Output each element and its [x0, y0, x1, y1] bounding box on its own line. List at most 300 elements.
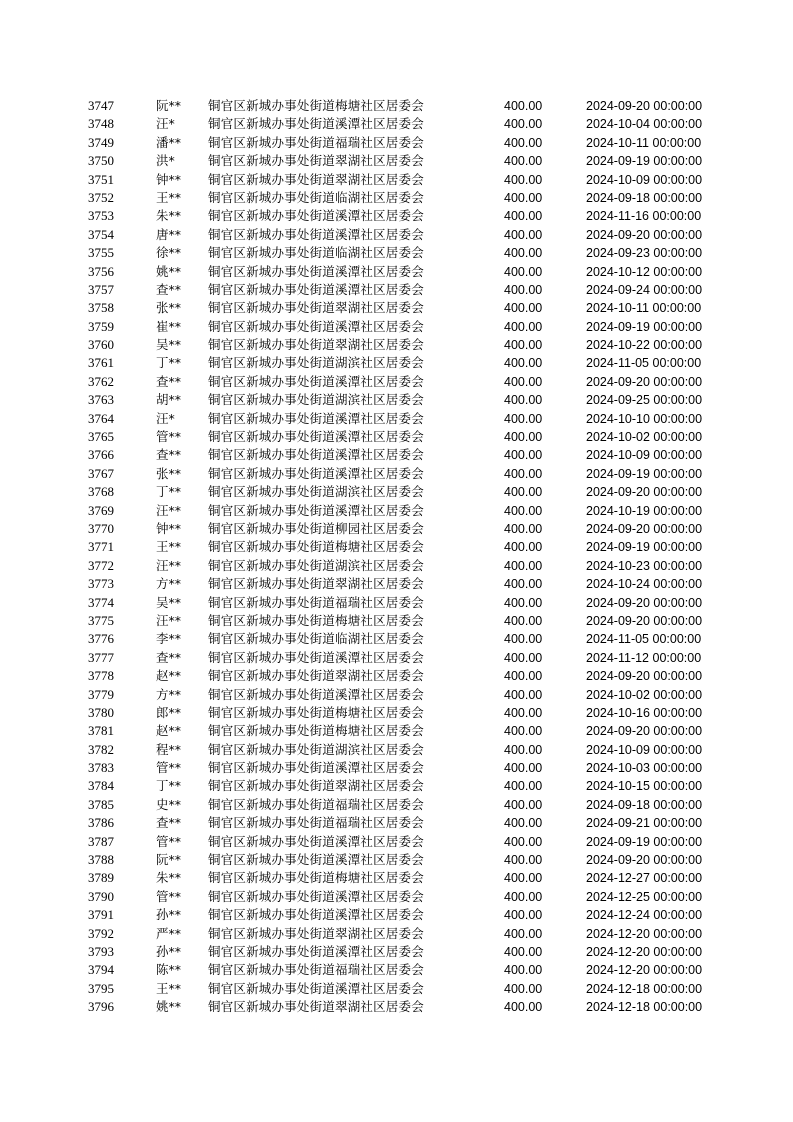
community-committee: 铜官区新城办事处街道溪潭社区居委会 [208, 943, 424, 959]
table-row [0, 152, 793, 170]
row-number: 3790 [88, 888, 114, 904]
community-committee: 铜官区新城办事处街道溪潭社区居委会 [208, 760, 424, 776]
community-committee: 铜官区新城办事处街道溪潭社区居委会 [208, 429, 424, 445]
table-row [0, 244, 793, 262]
issue-date: 2024-09-19 00:00:00 [586, 319, 703, 334]
issue-date: 2024-12-25 00:00:00 [586, 889, 703, 904]
recipient-name: 王** [156, 189, 182, 205]
recipient-name: 丁** [156, 484, 182, 500]
table-row [0, 373, 793, 391]
table-row [0, 538, 793, 556]
recipient-name: 朱** [156, 208, 182, 224]
recipient-name: 汪* [156, 116, 175, 132]
issue-date: 2024-10-11 00:00:00 [586, 301, 702, 316]
issue-date: 2024-10-09 00:00:00 [586, 448, 703, 463]
table-row [0, 557, 793, 575]
recipient-name: 陈** [156, 962, 182, 978]
amount: 400.00 [504, 209, 543, 224]
amount: 400.00 [504, 338, 543, 353]
row-number: 3756 [88, 263, 114, 279]
row-number: 3747 [88, 98, 114, 113]
recipient-name: 赵** [156, 668, 182, 684]
row-number: 3782 [88, 741, 114, 757]
amount: 400.00 [504, 99, 543, 113]
row-number: 3778 [88, 668, 114, 684]
community-committee: 铜官区新城办事处街道溪潭社区居委会 [208, 263, 424, 279]
table-row [0, 906, 793, 924]
row-number: 3757 [88, 281, 114, 297]
community-committee: 铜官区新城办事处街道溪潭社区居委会 [208, 686, 424, 702]
row-number: 3754 [88, 226, 114, 242]
amount: 400.00 [504, 430, 543, 445]
amount: 400.00 [504, 540, 543, 555]
amount: 400.00 [504, 1000, 543, 1015]
issue-date: 2024-12-20 00:00:00 [586, 944, 703, 959]
table-row [0, 483, 793, 501]
issue-date: 2024-09-20 00:00:00 [586, 595, 703, 610]
row-number: 3765 [88, 429, 114, 445]
table-row [0, 263, 793, 281]
amount: 400.00 [504, 301, 543, 316]
table-row [0, 961, 793, 979]
amount: 400.00 [504, 705, 543, 720]
amount: 400.00 [504, 246, 543, 261]
amount: 400.00 [504, 466, 543, 481]
community-committee: 铜官区新城办事处街道溪潭社区居委会 [208, 649, 424, 665]
recipient-name: 钟** [156, 520, 182, 536]
table-row [0, 299, 793, 317]
row-number: 3763 [88, 392, 114, 408]
row-number: 3774 [88, 594, 114, 610]
issue-date: 2024-10-09 00:00:00 [586, 172, 703, 187]
row-number: 3759 [88, 318, 114, 334]
amount: 400.00 [504, 135, 543, 150]
issue-date: 2024-12-27 00:00:00 [586, 871, 703, 886]
row-number: 3770 [88, 520, 114, 536]
issue-date: 2024-09-20 00:00:00 [586, 669, 703, 684]
recipient-name: 查** [156, 815, 182, 831]
issue-date: 2024-09-18 00:00:00 [586, 797, 703, 812]
amount: 400.00 [504, 264, 543, 279]
community-committee: 铜官区新城办事处街道福瑞社区居委会 [208, 815, 424, 831]
amount: 400.00 [504, 871, 543, 886]
recipient-name: 阮** [156, 852, 182, 868]
issue-date: 2024-09-25 00:00:00 [586, 393, 703, 408]
community-committee: 铜官区新城办事处街道湖滨社区居委会 [208, 392, 424, 408]
row-number: 3755 [88, 245, 114, 261]
community-committee: 铜官区新城办事处街道溪潭社区居委会 [208, 318, 424, 334]
row-number: 3768 [88, 484, 114, 500]
community-committee: 铜官区新城办事处街道溪潭社区居委会 [208, 852, 424, 868]
community-committee: 铜官区新城办事处街道溪潭社区居委会 [208, 447, 424, 463]
recipient-name: 查** [156, 373, 182, 389]
issue-date: 2024-09-20 00:00:00 [586, 227, 703, 242]
community-committee: 铜官区新城办事处街道溪潭社区居委会 [208, 833, 424, 849]
amount: 400.00 [504, 761, 543, 776]
amount: 400.00 [504, 632, 543, 647]
issue-date: 2024-12-20 00:00:00 [586, 963, 703, 978]
community-committee: 铜官区新城办事处街道湖滨社区居委会 [208, 557, 424, 573]
issue-date: 2024-09-20 00:00:00 [586, 374, 703, 389]
recipient-name: 胡** [156, 392, 182, 408]
recipient-name: 姚** [156, 999, 182, 1015]
table-row [0, 336, 793, 354]
issue-date: 2024-09-19 00:00:00 [586, 466, 703, 481]
amount: 400.00 [504, 154, 543, 169]
table-row [0, 667, 793, 685]
amount: 400.00 [504, 393, 543, 408]
table-row [0, 759, 793, 777]
community-committee: 铜官区新城办事处街道翠湖社区居委会 [208, 337, 424, 353]
amount: 400.00 [504, 779, 543, 794]
community-committee: 铜官区新城办事处街道翠湖社区居委会 [208, 153, 424, 169]
table-row [0, 741, 793, 759]
amount: 400.00 [504, 595, 543, 610]
amount: 400.00 [504, 577, 543, 592]
recipient-name: 唐** [156, 226, 182, 242]
amount: 400.00 [504, 282, 543, 297]
row-number: 3788 [88, 852, 114, 868]
amount: 400.00 [504, 816, 543, 831]
community-committee: 铜官区新城办事处街道翠湖社区居委会 [208, 171, 424, 187]
table-row [0, 189, 793, 207]
table-row [0, 520, 793, 538]
row-number: 3761 [88, 355, 114, 371]
recipient-name: 管** [156, 760, 182, 776]
community-committee: 铜官区新城办事处街道梅塘社区居委会 [208, 723, 424, 739]
table-row [0, 115, 793, 133]
issue-date: 2024-11-05 00:00:00 [586, 356, 702, 371]
row-number: 3766 [88, 447, 114, 463]
table-row [0, 925, 793, 943]
table-row [0, 869, 793, 887]
amount: 400.00 [504, 889, 543, 904]
table-row [0, 318, 793, 336]
amount: 400.00 [504, 613, 543, 628]
amount: 400.00 [504, 356, 543, 371]
amount: 400.00 [504, 650, 543, 665]
row-number: 3795 [88, 980, 114, 996]
row-number: 3773 [88, 576, 114, 592]
recipient-name: 赵** [156, 723, 182, 739]
issue-date: 2024-10-04 00:00:00 [586, 117, 703, 132]
community-committee: 铜官区新城办事处街道溪潭社区居委会 [208, 465, 424, 481]
community-committee: 铜官区新城办事处街道福瑞社区居委会 [208, 796, 424, 812]
community-committee: 铜官区新城办事处街道溪潭社区居委会 [208, 410, 424, 426]
community-committee: 铜官区新城办事处街道翠湖社区居委会 [208, 300, 424, 316]
row-number: 3758 [88, 300, 114, 316]
issue-date: 2024-10-02 00:00:00 [586, 430, 703, 445]
row-number: 3752 [88, 189, 114, 205]
table-row [0, 630, 793, 648]
amount: 400.00 [504, 724, 543, 739]
row-number: 3793 [88, 943, 114, 959]
recipient-name: 王** [156, 980, 182, 996]
recipient-name: 潘** [156, 134, 182, 150]
community-committee: 铜官区新城办事处街道临湖社区居委会 [208, 189, 424, 205]
recipient-name: 汪** [156, 502, 182, 518]
recipient-name: 徐** [156, 245, 182, 261]
community-committee: 铜官区新城办事处街道梅塘社区居委会 [208, 612, 424, 628]
recipient-name: 阮** [156, 98, 182, 113]
community-committee: 铜官区新城办事处街道溪潭社区居委会 [208, 907, 424, 923]
row-number: 3775 [88, 612, 114, 628]
row-number: 3753 [88, 208, 114, 224]
row-number: 3789 [88, 870, 114, 886]
recipient-name: 崔** [156, 318, 182, 334]
community-committee: 铜官区新城办事处街道梅塘社区居委会 [208, 870, 424, 886]
recipient-name: 管** [156, 833, 182, 849]
table-row [0, 980, 793, 998]
community-committee: 铜官区新城办事处街道湖滨社区居委会 [208, 741, 424, 757]
recipient-name: 张** [156, 465, 182, 481]
amount: 400.00 [504, 687, 543, 702]
table-row [0, 594, 793, 612]
issue-date: 2024-12-24 00:00:00 [586, 908, 703, 923]
issue-date: 2024-09-20 00:00:00 [586, 853, 703, 868]
amount: 400.00 [504, 742, 543, 757]
table-row [0, 814, 793, 832]
row-number: 3769 [88, 502, 114, 518]
issue-date: 2024-10-09 00:00:00 [586, 742, 703, 757]
community-committee: 铜官区新城办事处街道福瑞社区居委会 [208, 134, 424, 150]
row-number: 3749 [88, 134, 114, 150]
row-number: 3787 [88, 833, 114, 849]
recipient-name: 丁** [156, 355, 182, 371]
row-number: 3791 [88, 907, 114, 923]
community-committee: 铜官区新城办事处街道梅塘社区居委会 [208, 539, 424, 555]
recipient-name: 孙** [156, 907, 182, 923]
recipient-name: 查** [156, 447, 182, 463]
table-row [0, 428, 793, 446]
recipient-name: 丁** [156, 778, 182, 794]
recipient-name: 汪** [156, 612, 182, 628]
recipient-name: 洪* [156, 153, 175, 169]
issue-date: 2024-11-16 00:00:00 [586, 209, 702, 224]
amount: 400.00 [504, 485, 543, 500]
table-row [0, 171, 793, 189]
community-committee: 铜官区新城办事处街道福瑞社区居委会 [208, 962, 424, 978]
issue-date: 2024-11-05 00:00:00 [586, 632, 702, 647]
row-number: 3779 [88, 686, 114, 702]
row-number: 3751 [88, 171, 114, 187]
row-number: 3786 [88, 815, 114, 831]
issue-date: 2024-09-23 00:00:00 [586, 246, 703, 261]
issue-date: 2024-10-23 00:00:00 [586, 558, 703, 573]
community-committee: 铜官区新城办事处街道翠湖社区居委会 [208, 999, 424, 1015]
row-number: 3783 [88, 760, 114, 776]
community-committee: 铜官区新城办事处街道翠湖社区居委会 [208, 668, 424, 684]
amount: 400.00 [504, 117, 543, 132]
row-number: 3772 [88, 557, 114, 573]
table-row [0, 391, 793, 409]
community-committee: 铜官区新城办事处街道湖滨社区居委会 [208, 355, 424, 371]
table-row [0, 502, 793, 520]
amount: 400.00 [504, 411, 543, 426]
subsidy-table [0, 97, 793, 1017]
row-number: 3771 [88, 539, 114, 555]
recipient-name: 查** [156, 281, 182, 297]
community-committee: 铜官区新城办事处街道临湖社区居委会 [208, 631, 424, 647]
table-row [0, 410, 793, 428]
issue-date: 2024-12-20 00:00:00 [586, 926, 703, 941]
recipient-name: 李** [156, 631, 182, 647]
issue-date: 2024-10-15 00:00:00 [586, 779, 703, 794]
table-row [0, 777, 793, 795]
table-row [0, 943, 793, 961]
table-row [0, 207, 793, 225]
issue-date: 2024-10-24 00:00:00 [586, 577, 703, 592]
issue-date: 2024-09-20 00:00:00 [586, 521, 703, 536]
recipient-name: 钟** [156, 171, 182, 187]
table-row [0, 888, 793, 906]
table-row [0, 612, 793, 630]
recipient-name: 王** [156, 539, 182, 555]
amount: 400.00 [504, 981, 543, 996]
table-row [0, 134, 793, 152]
row-number: 3780 [88, 704, 114, 720]
community-committee: 铜官区新城办事处街道湖滨社区居委会 [208, 484, 424, 500]
amount: 400.00 [504, 669, 543, 684]
amount: 400.00 [504, 944, 543, 959]
recipient-name: 姚** [156, 263, 182, 279]
community-committee: 铜官区新城办事处街道溪潭社区居委会 [208, 502, 424, 518]
community-committee: 铜官区新城办事处街道溪潭社区居委会 [208, 373, 424, 389]
recipient-name: 孙** [156, 943, 182, 959]
issue-date: 2024-09-19 00:00:00 [586, 834, 703, 849]
amount: 400.00 [504, 908, 543, 923]
recipient-name: 汪** [156, 557, 182, 573]
table-row [0, 851, 793, 869]
community-committee: 铜官区新城办事处街道福瑞社区居委会 [208, 594, 424, 610]
recipient-name: 程** [156, 741, 182, 757]
amount: 400.00 [504, 448, 543, 463]
table-row [0, 686, 793, 704]
recipient-name: 方** [156, 686, 182, 702]
amount: 400.00 [504, 503, 543, 518]
table-row [0, 998, 793, 1016]
community-committee: 铜官区新城办事处街道溪潭社区居委会 [208, 208, 424, 224]
table-row [0, 722, 793, 740]
amount: 400.00 [504, 374, 543, 389]
issue-date: 2024-09-20 00:00:00 [586, 613, 703, 628]
issue-date: 2024-10-22 00:00:00 [586, 338, 703, 353]
recipient-name: 吴** [156, 594, 182, 610]
amount: 400.00 [504, 319, 543, 334]
issue-date: 2024-12-18 00:00:00 [586, 1000, 703, 1015]
row-number: 3794 [88, 962, 114, 978]
table-row [0, 704, 793, 722]
issue-date: 2024-09-24 00:00:00 [586, 282, 703, 297]
row-number: 3792 [88, 925, 114, 941]
issue-date: 2024-10-19 00:00:00 [586, 503, 703, 518]
issue-date: 2024-11-12 00:00:00 [586, 650, 702, 665]
table-row [0, 226, 793, 244]
community-committee: 铜官区新城办事处街道溪潭社区居委会 [208, 116, 424, 132]
recipient-name: 张** [156, 300, 182, 316]
community-committee: 铜官区新城办事处街道溪潭社区居委会 [208, 281, 424, 297]
community-committee: 铜官区新城办事处街道溪潭社区居委会 [208, 226, 424, 242]
row-number: 3796 [88, 999, 114, 1015]
community-committee: 铜官区新城办事处街道翠湖社区居委会 [208, 576, 424, 592]
table-row [0, 446, 793, 464]
row-number: 3750 [88, 153, 114, 169]
recipient-name: 郎** [156, 704, 182, 720]
issue-date: 2024-09-21 00:00:00 [586, 816, 703, 831]
recipient-name: 方** [156, 576, 182, 592]
issue-date: 2024-10-02 00:00:00 [586, 687, 703, 702]
recipient-name: 管** [156, 888, 182, 904]
issue-date: 2024-09-20 00:00:00 [586, 724, 703, 739]
row-number: 3776 [88, 631, 114, 647]
issue-date: 2024-10-03 00:00:00 [586, 761, 703, 776]
table-row [0, 465, 793, 483]
table-row [0, 796, 793, 814]
community-committee: 铜官区新城办事处街道翠湖社区居委会 [208, 925, 424, 941]
table-row [0, 833, 793, 851]
row-number: 3781 [88, 723, 114, 739]
community-committee: 铜官区新城办事处街道翠湖社区居委会 [208, 778, 424, 794]
amount: 400.00 [504, 963, 543, 978]
recipient-name: 严** [156, 925, 182, 941]
issue-date: 2024-10-11 00:00:00 [586, 135, 702, 150]
community-committee: 铜官区新城办事处街道梅塘社区居委会 [208, 98, 424, 113]
amount: 400.00 [504, 834, 543, 849]
amount: 400.00 [504, 172, 543, 187]
issue-date: 2024-09-18 00:00:00 [586, 190, 703, 205]
amount: 400.00 [504, 227, 543, 242]
community-committee: 铜官区新城办事处街道溪潭社区居委会 [208, 888, 424, 904]
amount: 400.00 [504, 797, 543, 812]
row-number: 3748 [88, 116, 114, 132]
amount: 400.00 [504, 190, 543, 205]
community-committee: 铜官区新城办事处街道溪潭社区居委会 [208, 980, 424, 996]
amount: 400.00 [504, 853, 543, 868]
table-row [0, 649, 793, 667]
recipient-name: 朱** [156, 870, 182, 886]
issue-date: 2024-10-16 00:00:00 [586, 705, 703, 720]
row-number: 3764 [88, 410, 114, 426]
row-number: 3784 [88, 778, 114, 794]
amount: 400.00 [504, 558, 543, 573]
row-number: 3777 [88, 649, 114, 665]
issue-date: 2024-10-10 00:00:00 [586, 411, 703, 426]
row-number: 3767 [88, 465, 114, 481]
table-row [0, 354, 793, 372]
community-committee: 铜官区新城办事处街道临湖社区居委会 [208, 245, 424, 261]
recipient-name: 吴** [156, 337, 182, 353]
table-row [0, 97, 793, 115]
recipient-name: 管** [156, 429, 182, 445]
community-committee: 铜官区新城办事处街道柳园社区居委会 [208, 520, 424, 536]
amount: 400.00 [504, 521, 543, 536]
row-number: 3762 [88, 373, 114, 389]
row-number: 3785 [88, 796, 114, 812]
table-row [0, 575, 793, 593]
issue-date: 2024-09-19 00:00:00 [586, 154, 703, 169]
table-row [0, 281, 793, 299]
community-committee: 铜官区新城办事处街道梅塘社区居委会 [208, 704, 424, 720]
issue-date: 2024-09-20 00:00:00 [586, 485, 703, 500]
row-number: 3760 [88, 337, 114, 353]
recipient-name: 查** [156, 649, 182, 665]
issue-date: 2024-09-20 00:00:00 [586, 99, 703, 113]
issue-date: 2024-10-12 00:00:00 [586, 264, 703, 279]
recipient-name: 汪* [156, 410, 175, 426]
recipient-name: 史** [156, 796, 182, 812]
issue-date: 2024-12-18 00:00:00 [586, 981, 703, 996]
amount: 400.00 [504, 926, 543, 941]
